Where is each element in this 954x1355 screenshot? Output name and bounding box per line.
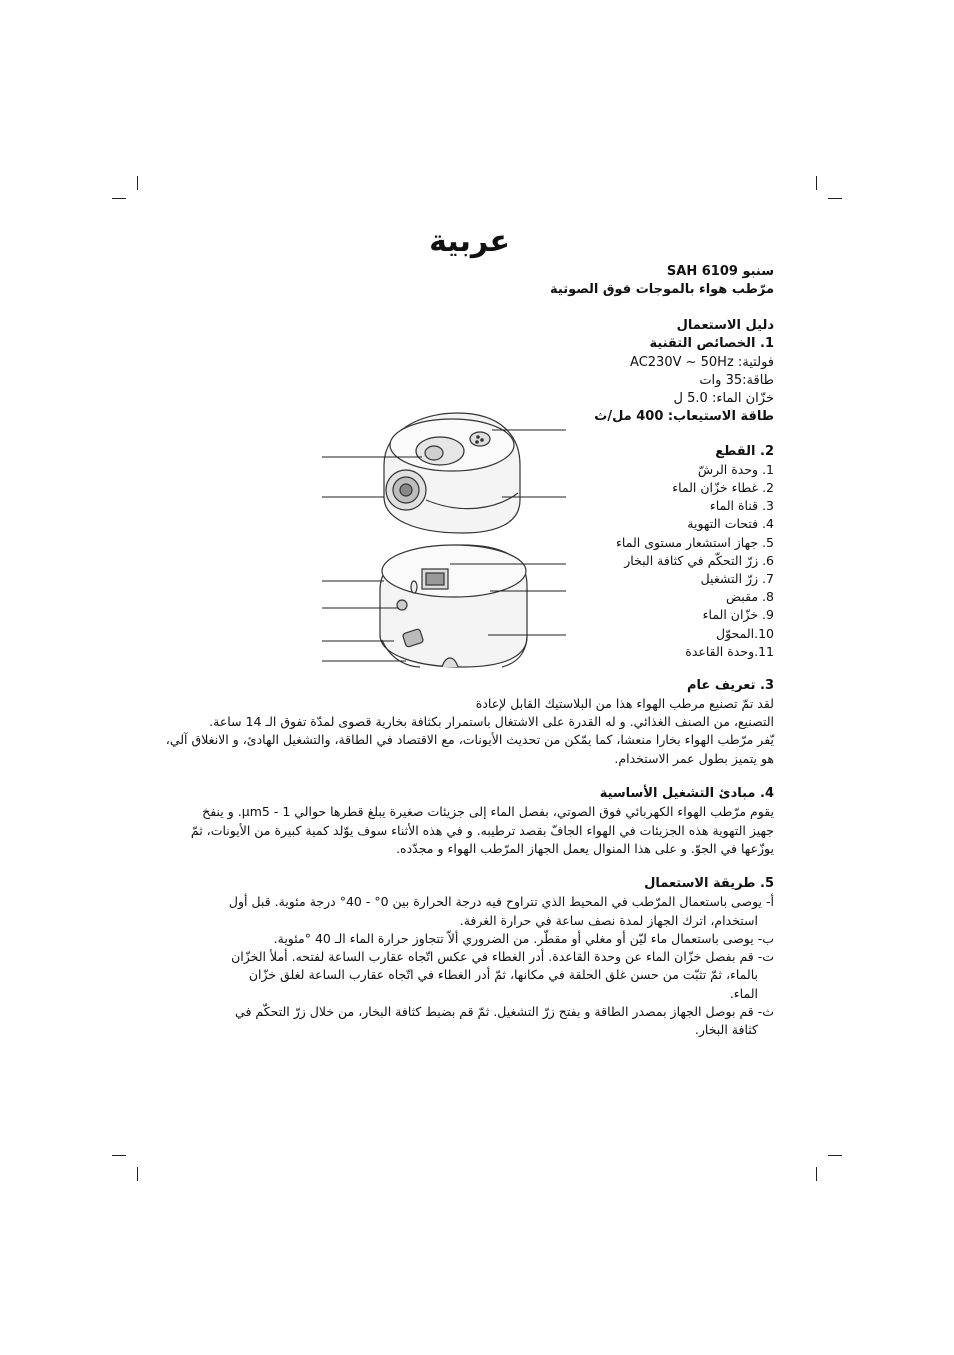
parts-item: 3. قناة الماء xyxy=(709,498,774,513)
usage-line: كثافة البخار. xyxy=(694,1022,758,1037)
humidifier-diagram xyxy=(322,405,568,680)
parts-item: 8. مقبض xyxy=(725,589,774,604)
parts-item: 4. فتحات التهوية xyxy=(687,516,774,531)
general-heading: 3. تعريف عام xyxy=(687,678,774,693)
principles-line: جهيز التهوية هذه الجزيئات في الهواء الجافّ بقصد ترطيبه. و في هذه الأثناء سوف يوّلد كمية كبيرة من الأيونات، ثمّ xyxy=(190,823,774,838)
spec-tank: خزّان الماء: 5.0 ل xyxy=(673,391,774,406)
water-tank-drawing xyxy=(384,413,520,533)
specs-heading: 1. الخصائص التقنية xyxy=(649,336,774,351)
general-line: يّفر مرّطب الهواء بخارا منعشا، كما يمّكن من تحديث الأيونات، مع الاقتصاد في الطاقة، والتشغيل الهادئ، و الانغلاق آلي، xyxy=(165,732,774,747)
parts-item: 10.المحوّل xyxy=(716,626,774,641)
parts-item: 7. زرّ التشغيل xyxy=(700,571,774,586)
parts-item: 5. جهاز استشعار مستوى الماء xyxy=(616,535,774,550)
principles-heading: 4. مبادئ التشغيل الأساسية xyxy=(599,786,774,801)
parts-item: 2. غطاء خزّان الماء xyxy=(672,480,774,495)
usage-line: الماء. xyxy=(729,986,758,1001)
spec-power: طاقة:35 وات xyxy=(699,373,774,388)
usage-line: أ- يوصى باستعمال المرّطب في المحيط الذي تتراوح فيه درجة الحرارة بين 0° - 40° درجة مئوية. قبل أول xyxy=(228,894,774,909)
crop-mark-top-right-v xyxy=(816,176,817,190)
crop-mark-bottom-right-v xyxy=(816,1167,817,1181)
spec-capacity: طاقة الاستيعاب: 400 مل/ث xyxy=(594,409,774,424)
parts-item: 1. وحدة الرشّ xyxy=(697,462,774,477)
parts-item: 11.وحدة القاعدة xyxy=(685,644,774,659)
crop-mark-top-right-h xyxy=(828,198,842,199)
usage-line: استخدام، اترك الجهاز لمدة نصف ساعة في حرارة الغرفة. xyxy=(459,913,758,928)
product-name: مرّطب هواء بالموجات فوق الصوتية xyxy=(550,282,774,297)
usage-line: بالماء، ثمّ تثبّت من حسن غلق الحلقة في مكانها، ثمّ أدر الغطاء في اتّجاه عقارب الساعة لغلق خزّان xyxy=(248,967,758,982)
usage-line: ث- قم بوصل الجهاز بمصدر الطاقة و بفتح زرّ التشغيل. ثمّ قم بضبط كثافة البخار، من خلال زرّ التحكّم في xyxy=(235,1004,774,1019)
principles-line: يقوم مرّطب الهواء الكهربائي فوق الصوتي، بفصل الماء إلى جزيئات صغيرة يبلغ قطرها حوالي 1 - µm5. و ينفخ xyxy=(202,804,774,819)
general-line: لقد تمّ تصنيع مرطب الهواء هذا من البلاستيك القابل لإعادة xyxy=(475,696,774,711)
usage-line: ب- يوصى باستعمال ماء ليّن أو مغلي أو مقطّر. من الضروري ألاّ تتجاوز حرارة الماء الـ 40 °مئوية. xyxy=(273,931,774,946)
parts-item: 9. خزّان الماء xyxy=(702,607,774,622)
model-line: سنبو SAH 6109 xyxy=(666,264,774,279)
base-unit-drawing xyxy=(380,545,527,667)
crop-mark-top-left-h xyxy=(112,198,126,199)
spec-voltage: فولتية: AC230V ~ 50Hz xyxy=(630,355,774,370)
crop-mark-bottom-left-h xyxy=(112,1155,126,1156)
manual-heading: دليل الاستعمال xyxy=(676,318,774,333)
general-line: التصنيع، من الصنف الغذائي. و له القدرة على الاشتغال باستمرار بكثافة بخارية قصوى لمدّة تفوق الـ 14 ساعة. xyxy=(209,714,774,729)
crop-mark-bottom-right-h xyxy=(828,1155,842,1156)
parts-heading: 2. القطع xyxy=(715,444,774,459)
crop-mark-bottom-left-v xyxy=(137,1167,138,1181)
page-title: عربية xyxy=(429,224,510,259)
usage-heading: 5. طريقة الاستعمال xyxy=(644,876,774,891)
crop-mark-top-left-v xyxy=(137,176,138,190)
parts-item: 6. زرّ التحكّم في كثافة البخار xyxy=(624,553,774,568)
usage-line: ت- قم بفصل خزّان الماء عن وحدة القاعدة. أدر الغطاء في عكس اتّجاه عقارب الساعة لفتحه. أملأ الخزّان xyxy=(231,949,774,964)
general-line: هو يتميز بطول عمر الاستخدام. xyxy=(614,751,774,766)
principles-line: يوزّعها في الجوّ. و على هذا المنوال يعمل الجهاز المرّطب الهواء و مجدّده. xyxy=(396,841,774,856)
